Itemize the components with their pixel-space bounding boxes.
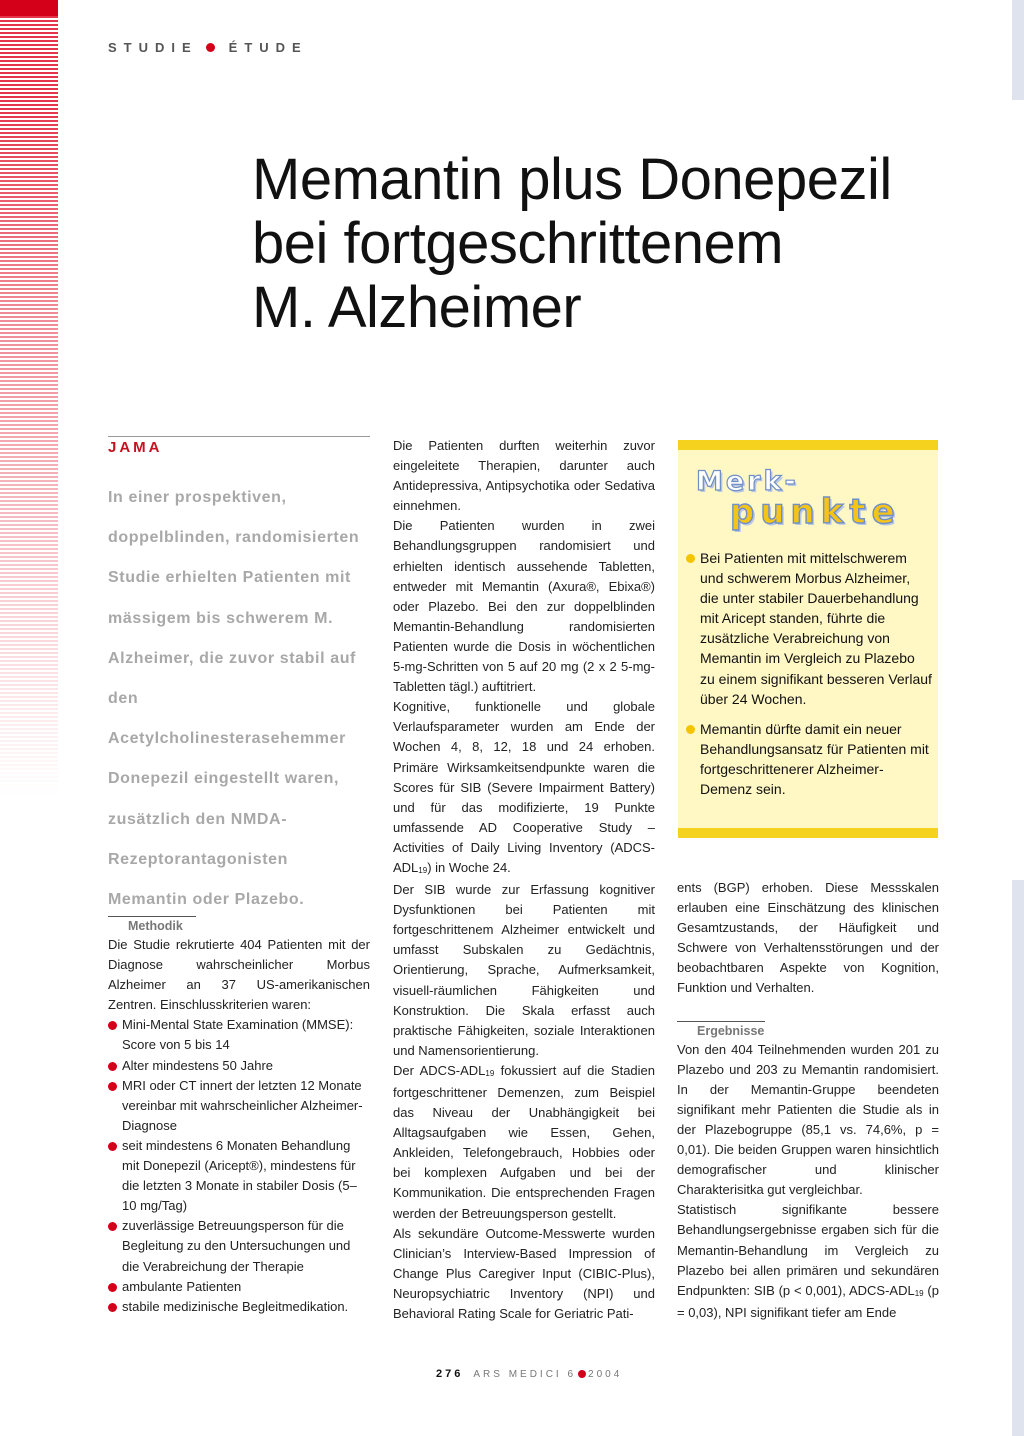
article-title: Memantin plus Donepezil bei fortgeschrittenem M. Alzheimer [252, 147, 892, 340]
journal-year: 2004 [588, 1368, 623, 1380]
ergebnisse-section [677, 1021, 939, 1040]
paragraph: Als sekundäre Outcome-Messwerte wurden Clinician’s Interview-Based Impression of Change Plus Caregiver Input (CIBIC-Plus), Neuropsychiatric Inventory (NPI) und Behavioral Rating Scale for Geriatric Pati- [393, 1225, 655, 1322]
paragraph: Der ADCS-$ADL_{19}$ fokussiert auf die Stadien fortgeschrittener Demenzen, zum Beispiel das Niveau der Unabhängigkeit bei Alltagsaufgaben wie Essen, Gehen, Ankleiden, Telefongebrauch, Hobbies oder bei komplexen Aufgaben und bei der Kommunikation. Die entsprechenden Fragen werden der Betreuungsperson gestellt. [393, 1062, 656, 1221]
right-column [677, 878, 939, 1323]
divider [108, 436, 370, 437]
list-item: zuverlässige Betreuungsperson für die Begleitung zu den Untersuchungen und die Verabreichung der Therapie [108, 1216, 370, 1276]
box-title-top: Merk- [696, 466, 799, 497]
list-item: seit mindestens 6 Monaten Behandlung mit Donepezil (Aricept®), mindestens für die letzten 3 Monate in stabiler Dosis (5–10 mg/Tag) [108, 1136, 370, 1216]
left-column [108, 436, 370, 920]
box-title-bottom: punkte [730, 492, 901, 532]
page-footer [436, 1368, 622, 1380]
bullet-dot-icon [578, 1370, 586, 1378]
section-heading: Methodik [128, 919, 183, 933]
paragraph: Die Patienten wurden in zwei Behandlungsgruppen randomisiert und erhielten identisch aussehende Tabletten, entweder mit Memantin (Axura®, Ebixa®) oder Plazebo. Bei den zur doppelblinden Memantin-Behandlung randomisierten Patienten wurde die Dosis in wöchentlichen 5-mg-Schritten von 5 auf 20 mg (2 x 2 5-mg-Tabletten tägl.) auftitriert. [393, 518, 655, 695]
list-item: stabile medizinische Begleitmedikation. [108, 1297, 370, 1317]
paragraph: Von den 404 Teilnehmenden wurden 201 zu Plazebo und 203 zu Memantin randomisiert. In der Memantin-Gruppe beendeten signifikant mehr Patienten die Studie als in der Plazebogruppe (85,1 vs. 74,6%, p = 0,01). Die beiden Gruppen waren hinsichtlich demografischer und klinischer Charakterisitka gut vergleichbar. [677, 1041, 939, 1198]
merkpunkte-box [678, 440, 938, 838]
source-label: JAMA [108, 439, 163, 456]
criteria-list [108, 1015, 370, 1316]
paragraph: Kognitive, funktionelle und globale Verlaufsparameter wurden am Ende der Wochen 4, 8, 12, 18 und 24 erhoben. Primäre Wirksamkeitsendpunkte waren die Scores für SIB (Severe Impairment Battery) und für das modifizierte, 19 Punkte umfassende AD Cooperative Study – Activities of Daily Living Inventory $(ADCS-ADL_{19})$ in Woche 24. [393, 699, 655, 875]
lead-paragraph: In einer prospektiven, doppelblinden, randomisierten Studie erhielten Patienten mit mässigem bis schwerem M. Alzheimer, die zuvor stabil auf den Acetylcholinesterasehemmer Donepezil eingestellt waren, zusätzlich den NMDA-Rezeptorantagonisten Memantin oder Plazebo. [108, 489, 360, 909]
key-points-list [686, 548, 932, 809]
methodik-intro: Die Studie rekrutierte 404 Patienten mit der Diagnose wahrscheinlicher Morbus Alzheimer an 37 US-amerikanischen Zentren. Einschlusskriterien waren: [108, 937, 370, 1013]
right-edge-bar [1012, 0, 1024, 100]
paragraph: Statistisch signifikante bessere Behandlungsergebnisse ergaben sich für die Memantin-Behandlung im Vergleich zu Plazebo bei allen primären und sekundären Endpunkten: SIB (p < 0,001), ADCS-$ADL_{19}$ (p = 0,03), NPI signifikant tiefer am Ende [677, 1202, 939, 1320]
journal-name: ARS MEDICI 6 [473, 1368, 577, 1380]
list-item: MRI oder CT innert der letzten 12 Monate vereinbar mit wahrscheinlicher Alzheimer-Diagnose [108, 1076, 370, 1136]
list-item: Bei Patienten mit mittelschwerem und schwerem Morbus Alzheimer, die unter stabiler Dauerbehandlung mit Aricept standen, führte die zusätzliche Verabreichung von Memantin im Vergleich zu Plazebo zu einem signifikant besseren Verlauf über 24 Wochen. [686, 548, 932, 709]
paragraph: Der SIB wurde zur Erfassung kognitiver Dysfunktionen bei Patienten mit fortgeschrittenem Alzheimer entwickelt und umfasst Subskalen zu Gedächtnis, Orientierung, Sprache, Aufmerksamkeit, visuell-räumlichen Fähigkeiten und Konstruktion. Die Skala erfasst auch praktische Fähigkeiten, soziale Interaktionen und Namensorientierung. [393, 882, 655, 1058]
bullet-dot-icon [206, 43, 215, 52]
middle-column [393, 436, 655, 1324]
list-item: Mini-Mental State Examination (MMSE): Score von 5 bis 14 [108, 1015, 370, 1055]
section-heading: Ergebnisse [697, 1023, 765, 1038]
decorative-stripe [0, 0, 58, 1436]
right-edge-bar [1012, 880, 1024, 1436]
paragraph: Die Patienten durften weiterhin zuvor eingeleitete Therapien, darunter auch Antidepressiva, Antipsychotika oder Sedativa einnehmen. [393, 438, 655, 514]
methodik-section [108, 916, 370, 1317]
list-item: Alter mindestens 50 Jahre [108, 1056, 370, 1076]
list-item: Memantin dürfte damit ein neuer Behandlungsansatz für Patienten mit fortgeschrittenerer Alzheimer-Demenz sein. [686, 719, 932, 799]
page-number: 276 [436, 1368, 464, 1380]
section-kicker: STUDIE ÉTUDE [108, 40, 308, 55]
paragraph: ents (BGP) erhoben. Diese Messskalen erlauben eine Einschätzung des klinischen Gesamtzustands, der Häufigkeit und Schwere von Verhaltensstörungen und der beobachtbaren Aspekte von Kognition, Funktion und Verhalten. [677, 880, 939, 996]
list-item: ambulante Patienten [108, 1277, 370, 1297]
